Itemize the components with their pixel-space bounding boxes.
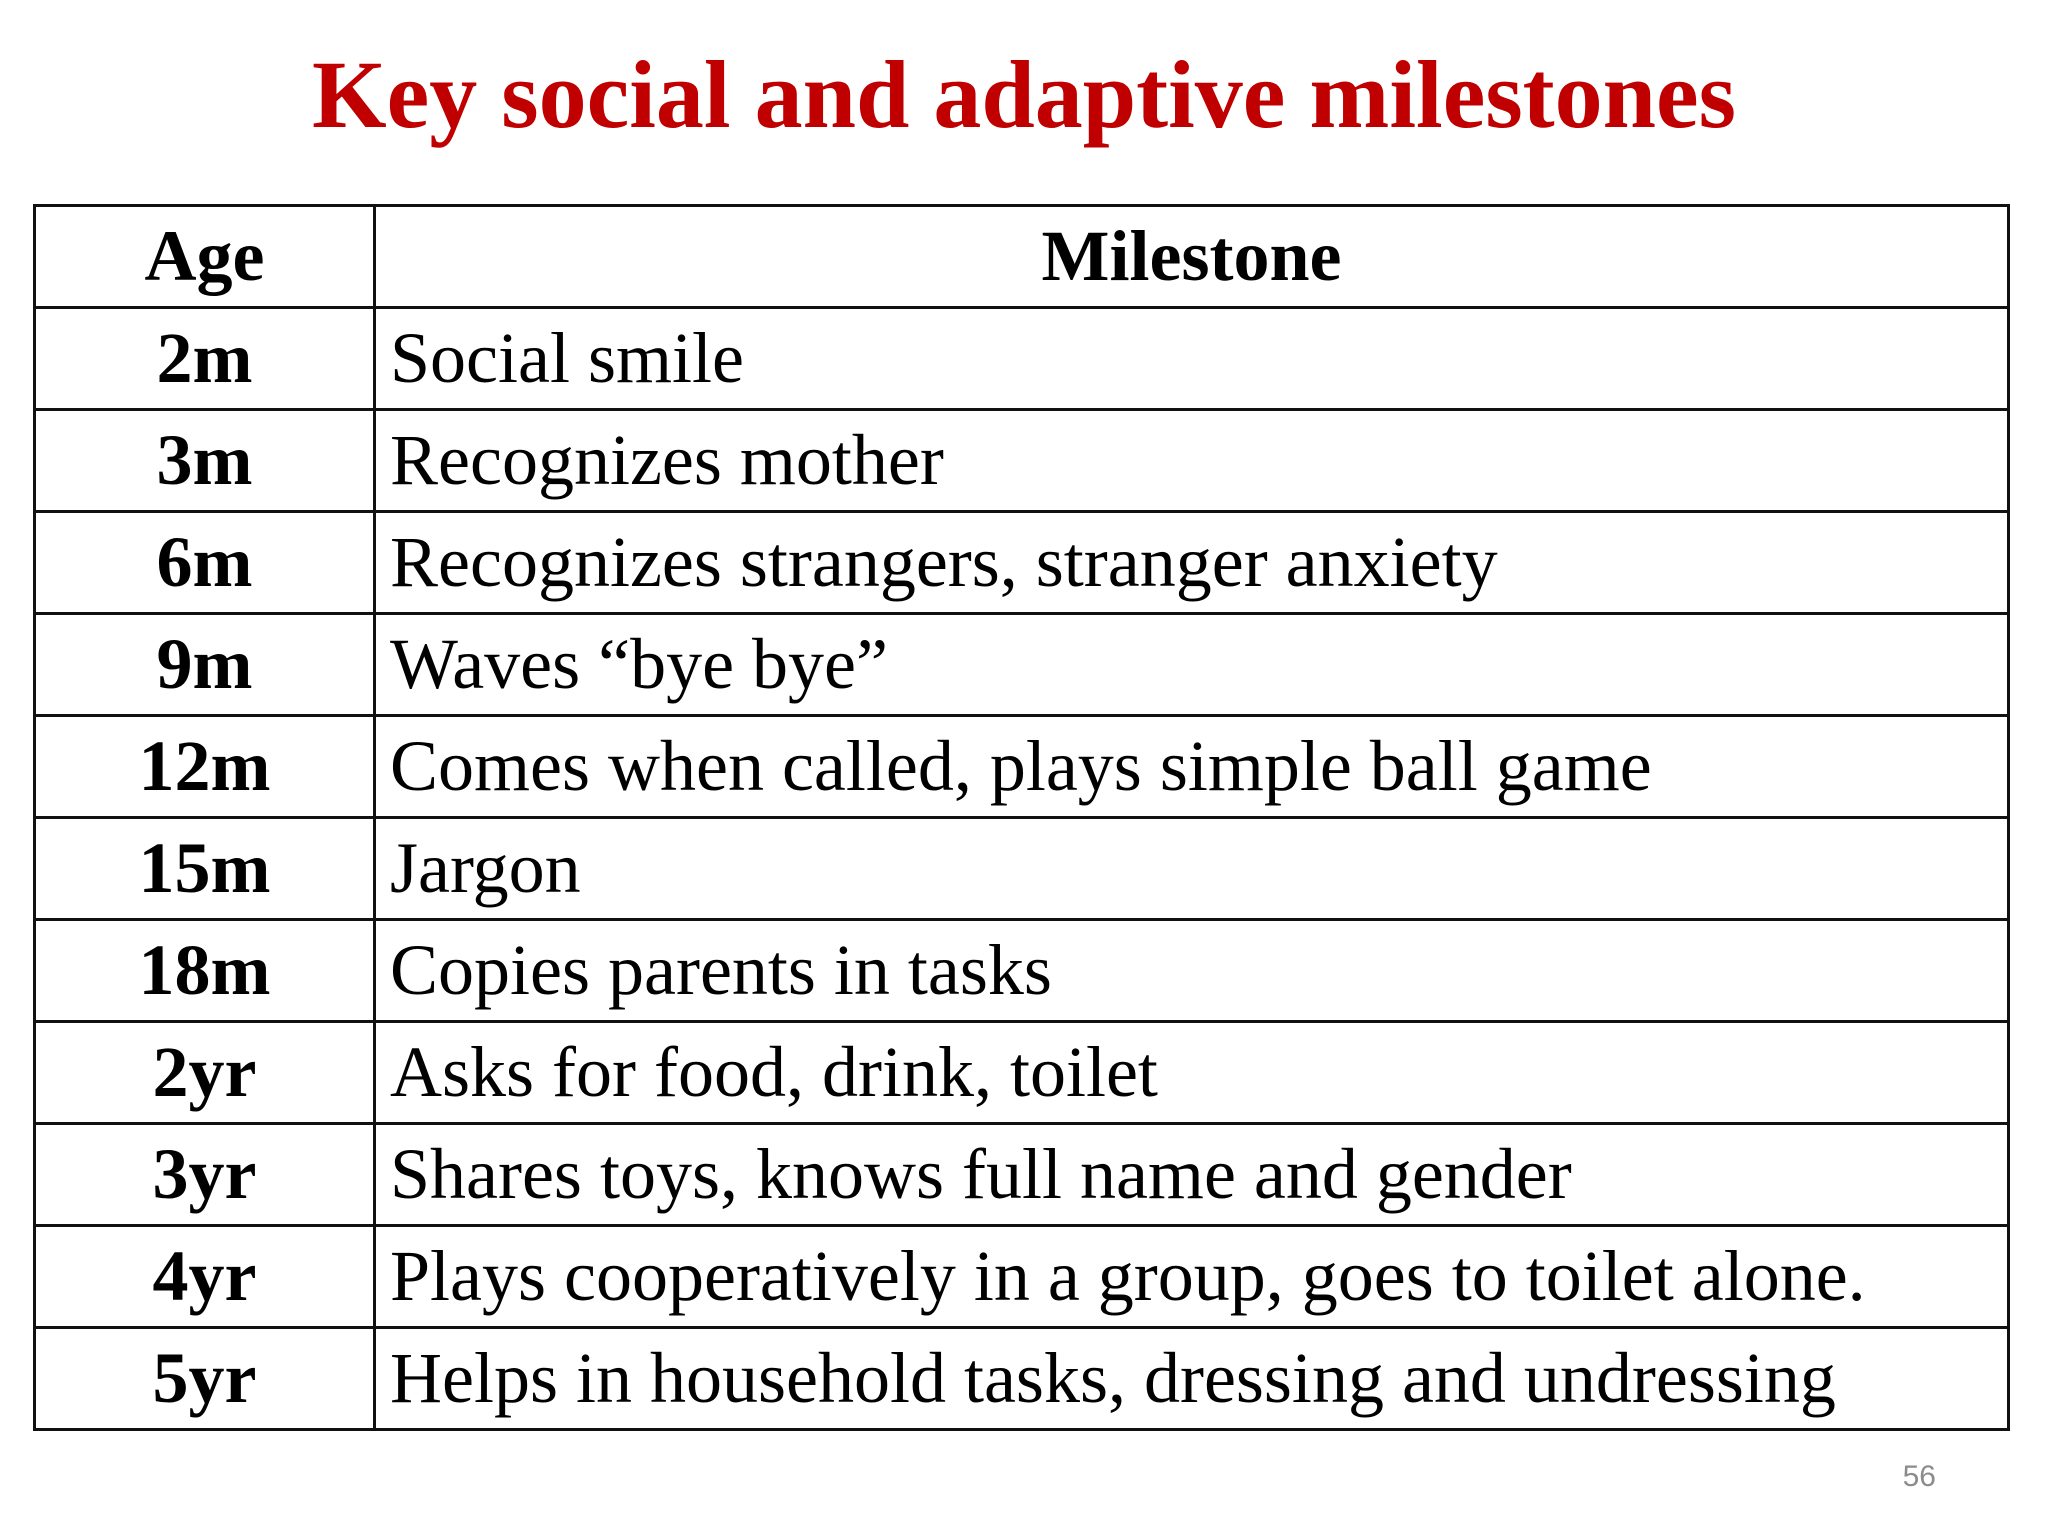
age-cell: 3yr: [35, 1124, 375, 1226]
milestone-cell: Asks for food, drink, toilet: [375, 1022, 2009, 1124]
milestone-cell: Comes when called, plays simple ball game: [375, 716, 2009, 818]
table-row: [35, 1226, 2009, 1328]
table-row: [35, 1022, 2009, 1124]
milestone-cell: Recognizes mother: [375, 410, 2009, 512]
table-row: [35, 1124, 2009, 1226]
age-cell: 2m: [35, 308, 375, 410]
milestone-cell: Social smile: [375, 308, 2009, 410]
table-row: [35, 512, 2009, 614]
milestone-cell: Copies parents in tasks: [375, 920, 2009, 1022]
milestones-table: [33, 204, 2010, 1431]
table-row: [35, 716, 2009, 818]
milestone-cell: Waves “bye bye”: [375, 614, 2009, 716]
milestone-cell: Jargon: [375, 818, 2009, 920]
slide-title: Key social and adaptive milestones: [311, 41, 1736, 148]
age-cell: 4yr: [35, 1226, 375, 1328]
age-cell: 9m: [35, 614, 375, 716]
milestone-cell: Plays cooperatively in a group, goes to toilet alone.: [375, 1226, 2009, 1328]
age-cell: 18m: [35, 920, 375, 1022]
table-row: [35, 818, 2009, 920]
milestone-cell: Shares toys, knows full name and gender: [375, 1124, 2009, 1226]
table-header-row: [35, 206, 2009, 308]
age-cell: 3m: [35, 410, 375, 512]
table-row: [35, 614, 2009, 716]
age-column-header: Age: [35, 206, 375, 308]
milestone-cell: Recognizes strangers, stranger anxiety: [375, 512, 2009, 614]
table-row: [35, 1328, 2009, 1430]
milestone-cell: Helps in household tasks, dressing and undressing: [375, 1328, 2009, 1430]
table-row: [35, 308, 2009, 410]
table-row: [35, 920, 2009, 1022]
page-number: 56: [1902, 1460, 1936, 1493]
age-cell: 12m: [35, 716, 375, 818]
milestone-column-header: Milestone: [375, 206, 2009, 308]
age-cell: 5yr: [35, 1328, 375, 1430]
table-row: [35, 410, 2009, 512]
age-cell: 15m: [35, 818, 375, 920]
age-cell: 6m: [35, 512, 375, 614]
age-cell: 2yr: [35, 1022, 375, 1124]
